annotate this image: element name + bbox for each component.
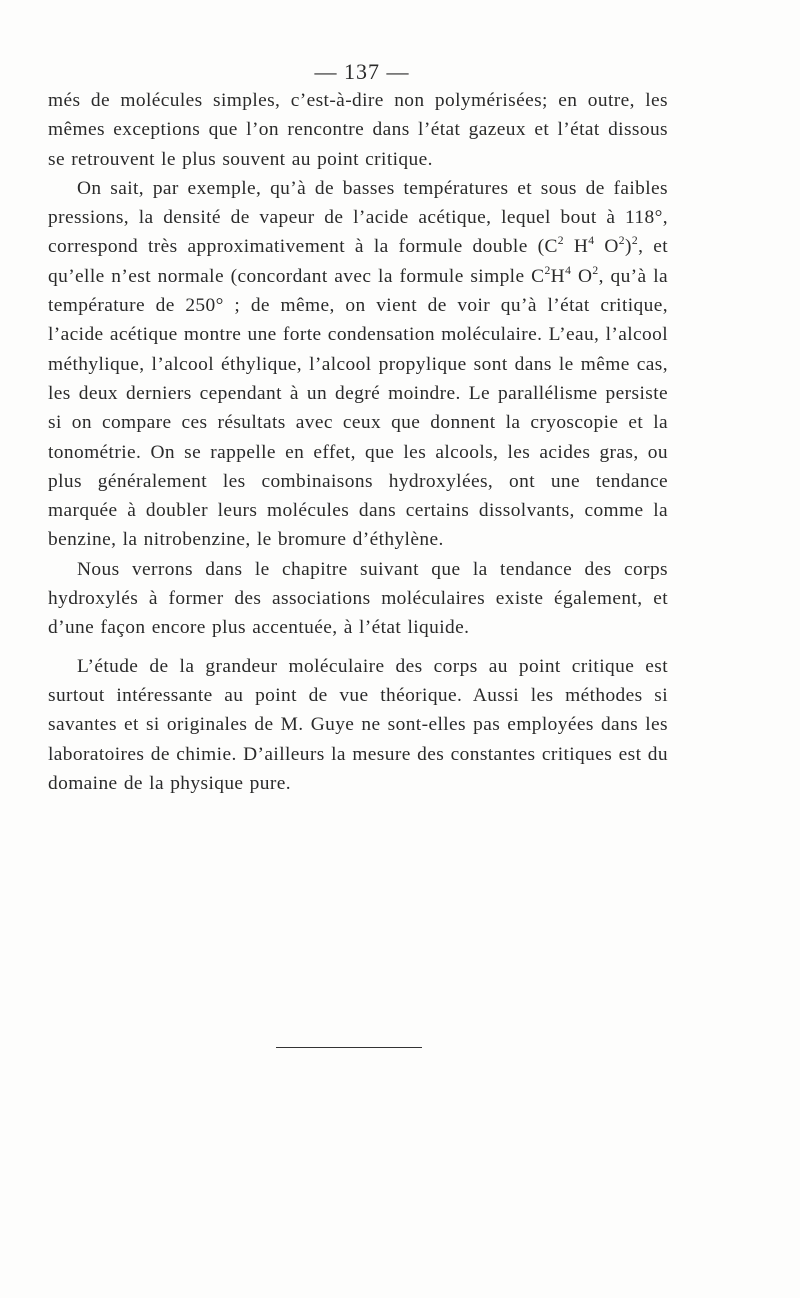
paragraph-4: L’étude de la grandeur moléculaire des corps au point critique est surtout intéressante au point de vue théorique. Aussi les méthodes si savantes et si originales de M. Guye ne sont-elles pas employées dans les laboratoires de chimie. D’ailleurs la mesure des constantes critiques est du domaine de la physique pure. xyxy=(48,655,668,794)
formula-subscript: 4 xyxy=(588,234,595,248)
body-text xyxy=(48,86,668,798)
formula-text: H xyxy=(550,265,566,287)
paragraph-2-text-b: , et qu’elle n’est normale (concordant avec la formule simple C xyxy=(48,236,668,287)
formula-subscript: 4 xyxy=(565,263,572,277)
paragraph-1: més de molécules simples, c’est-à-dire non polymérisées; en outre, les mêmes exceptions que l’on rencontre dans l’état gazeux et l’état dissous se retrouvent le plus souvent au point critique. xyxy=(48,90,668,170)
section-end-rule xyxy=(276,1047,422,1048)
formula-text: H xyxy=(564,236,589,258)
formula-subscript: 2 xyxy=(544,263,551,277)
paragraph-3: Nous verrons dans le chapitre suivant que la tendance des corps hydroxylés à former des associations moléculaires existe également, et d’une façon encore plus accentuée, à l’état liquide. xyxy=(48,558,668,639)
paragraph-2-text-c: , qu’à la température de 250° ; de même, on vient de voir qu’à l’état critique, l’acide acétique montre une forte condensation moléculaire. L’eau, l’alcool méthylique, l’alcool éthylique, l’alcool propylique sont dans le même cas, les deux derniers cependant à un degré moindre. Le parallélisme persiste si on compare ces résultats avec ceux que donnent la cryoscopie et la tonométrie. On se rappelle en effet, que les alcools, les acides gras, ou plus généralement les combinaisons hydroxylées, ont une tendance marquée à doubler leurs molécules dans certains dissolvants, comme la benzine, la nitrobenzine, le bromure d’éthylène. xyxy=(48,265,668,551)
formula-text: O xyxy=(594,236,619,258)
paragraph-2 xyxy=(48,174,668,555)
formula-subscript: 2 xyxy=(618,234,625,248)
formula-text: O xyxy=(571,265,593,287)
paragraph-2-text-a: On sait, par exemple, qu’à de basses températures et sous de faibles pressions, la densité de vapeur de l’acide acétique, lequel bout à 118°, correspond très approximativement à la formule double (C xyxy=(48,177,668,258)
formula-exponent: 2 xyxy=(631,234,639,248)
formula-subscript: 2 xyxy=(557,234,564,248)
page-number: — 137 — xyxy=(314,59,410,84)
formula-subscript: 2 xyxy=(592,263,599,277)
formula-text: ) xyxy=(625,236,632,258)
